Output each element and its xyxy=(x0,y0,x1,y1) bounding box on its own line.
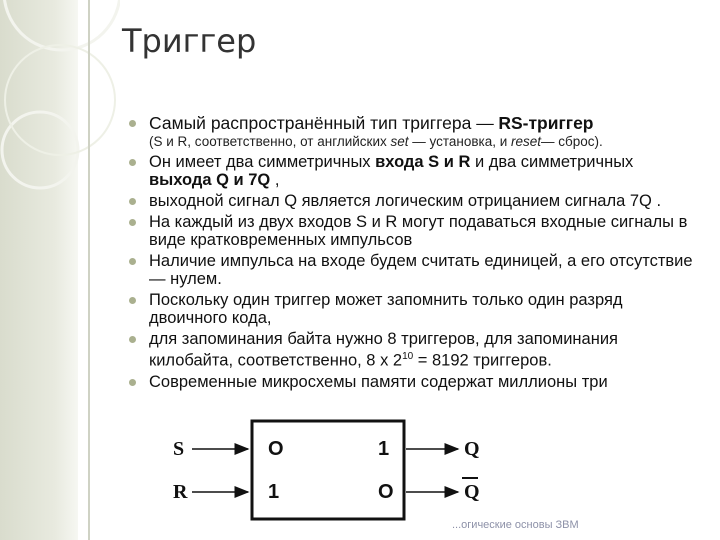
box-bottom-right-value: O xyxy=(378,481,394,503)
bullet-item: Он имеет два симметричных входа S и R и два симметричных выхода Q и 7Q , xyxy=(127,153,697,189)
box-top-left-value: O xyxy=(268,438,284,460)
box-bottom-left-value: 1 xyxy=(268,481,280,503)
output-notq-label: Q xyxy=(464,481,480,503)
trigger-box xyxy=(252,421,404,519)
bullet-item: Наличие импульса на входе будем считать единицей, а его отсутствие — нулем. xyxy=(127,252,697,288)
bullet-item: На каждый из двух входов S и R могут подаваться входные сигналы в виде кратковременных импульсов xyxy=(127,213,697,249)
bullet-item: выходной сигнал Q является логическим отрицанием сигнала 7Q . xyxy=(127,192,697,210)
bullet-text: Самый распространённый тип триггера — xyxy=(149,113,494,133)
box-top-right-value: 1 xyxy=(378,438,390,460)
bullet-bold-term: RS-триггер xyxy=(498,113,594,133)
bullet-item: Поскольку один триггер может запомнить только один разряд двоичного кода, xyxy=(127,291,697,327)
bullet-list xyxy=(127,114,697,394)
bullet-item: Современные микросхемы памяти содержат миллионы три xyxy=(127,373,697,391)
slide-footer: ...огические основы ЗВМ xyxy=(452,519,579,531)
input-s-label: S xyxy=(173,438,185,460)
bullet-item xyxy=(127,114,697,150)
slide-title: Триггер xyxy=(122,22,257,60)
decorative-circles xyxy=(0,0,120,220)
decorative-divider xyxy=(88,0,90,540)
bullet-item: для запоминания байта нужно 8 триггеров, для запоминания килобайта, соответственно, 8 х $2^{10} = 8192$ триггеров. xyxy=(127,330,697,370)
input-r-label: R xyxy=(173,481,188,503)
output-q-label: Q xyxy=(464,438,480,460)
rs-trigger-diagram xyxy=(168,415,488,525)
bullet-subtext: (S и R, соответственно, от английских set — установка, и reset— сброс). xyxy=(149,134,603,149)
